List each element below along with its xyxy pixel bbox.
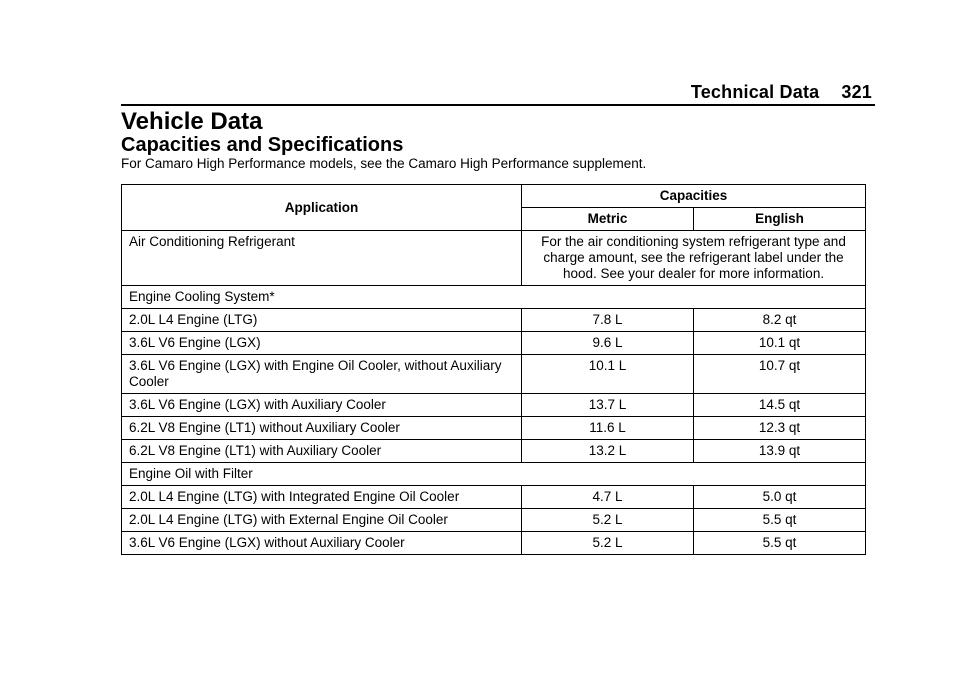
cell-metric: 7.8 L xyxy=(522,309,694,332)
cell-application: 2.0L L4 Engine (LTG) with External Engine Oil Cooler xyxy=(122,509,522,532)
capacities-table xyxy=(121,184,866,555)
header-rule xyxy=(121,104,875,106)
cell-application: 3.6L V6 Engine (LGX) with Engine Oil Cooler, without Auxiliary Cooler xyxy=(122,355,522,394)
table-row xyxy=(122,309,866,332)
intro-text: For Camaro High Performance models, see the Camaro High Performance supplement. xyxy=(121,156,647,171)
section-oil: Engine Oil with Filter xyxy=(122,463,866,486)
header-application: Application xyxy=(122,185,522,231)
section-cooling: Engine Cooling System* xyxy=(122,286,866,309)
section-row xyxy=(122,286,866,309)
cell-metric: 5.2 L xyxy=(522,532,694,555)
table-row xyxy=(122,417,866,440)
page-number: 321 xyxy=(841,82,872,102)
table-row xyxy=(122,509,866,532)
table-row xyxy=(122,486,866,509)
cell-english: 5.5 qt xyxy=(694,509,866,532)
cell-application: 6.2L V8 Engine (LT1) with Auxiliary Cooler xyxy=(122,440,522,463)
cell-application: 2.0L L4 Engine (LTG) with Integrated Engine Oil Cooler xyxy=(122,486,522,509)
header-capacities: Capacities xyxy=(522,185,866,208)
table-row xyxy=(122,440,866,463)
header-metric: Metric xyxy=(522,208,694,231)
section-title: Technical Data xyxy=(690,82,820,102)
cell-english: 13.9 qt xyxy=(694,440,866,463)
cell-english: 10.1 qt xyxy=(694,332,866,355)
cell-metric: 4.7 L xyxy=(522,486,694,509)
cell-english: 12.3 qt xyxy=(694,417,866,440)
cell-application: 6.2L V8 Engine (LT1) without Auxiliary Cooler xyxy=(122,417,522,440)
page-header xyxy=(691,82,872,103)
cell-metric: 10.1 L xyxy=(522,355,694,394)
table-row xyxy=(122,394,866,417)
cell-application: Air Conditioning Refrigerant xyxy=(122,231,522,286)
cell-metric: 9.6 L xyxy=(522,332,694,355)
cell-metric: 5.2 L xyxy=(522,509,694,532)
cell-metric: 13.7 L xyxy=(522,394,694,417)
table-row xyxy=(122,355,866,394)
cell-english: 5.0 qt xyxy=(694,486,866,509)
cell-application: 3.6L V6 Engine (LGX) with Auxiliary Cooler xyxy=(122,394,522,417)
section-subtitle: Capacities and Specifications xyxy=(121,134,404,156)
cell-application: 2.0L L4 Engine (LTG) xyxy=(122,309,522,332)
cell-english: 10.7 qt xyxy=(694,355,866,394)
cell-metric: 11.6 L xyxy=(522,417,694,440)
cell-application: 3.6L V6 Engine (LGX) xyxy=(122,332,522,355)
page-title: Vehicle Data xyxy=(121,108,263,135)
cell-english: 8.2 qt xyxy=(694,309,866,332)
header-english: English xyxy=(694,208,866,231)
section-row xyxy=(122,463,866,486)
table-row xyxy=(122,332,866,355)
cell-application: 3.6L V6 Engine (LGX) without Auxiliary Cooler xyxy=(122,532,522,555)
cell-ac-note: For the air conditioning system refrigerant type and charge amount, see the refrigerant label under the hood. See your dealer for more information. xyxy=(522,231,866,286)
table-row xyxy=(122,532,866,555)
cell-metric: 13.2 L xyxy=(522,440,694,463)
cell-english: 14.5 qt xyxy=(694,394,866,417)
cell-english: 5.5 qt xyxy=(694,532,866,555)
table-row xyxy=(122,231,866,286)
